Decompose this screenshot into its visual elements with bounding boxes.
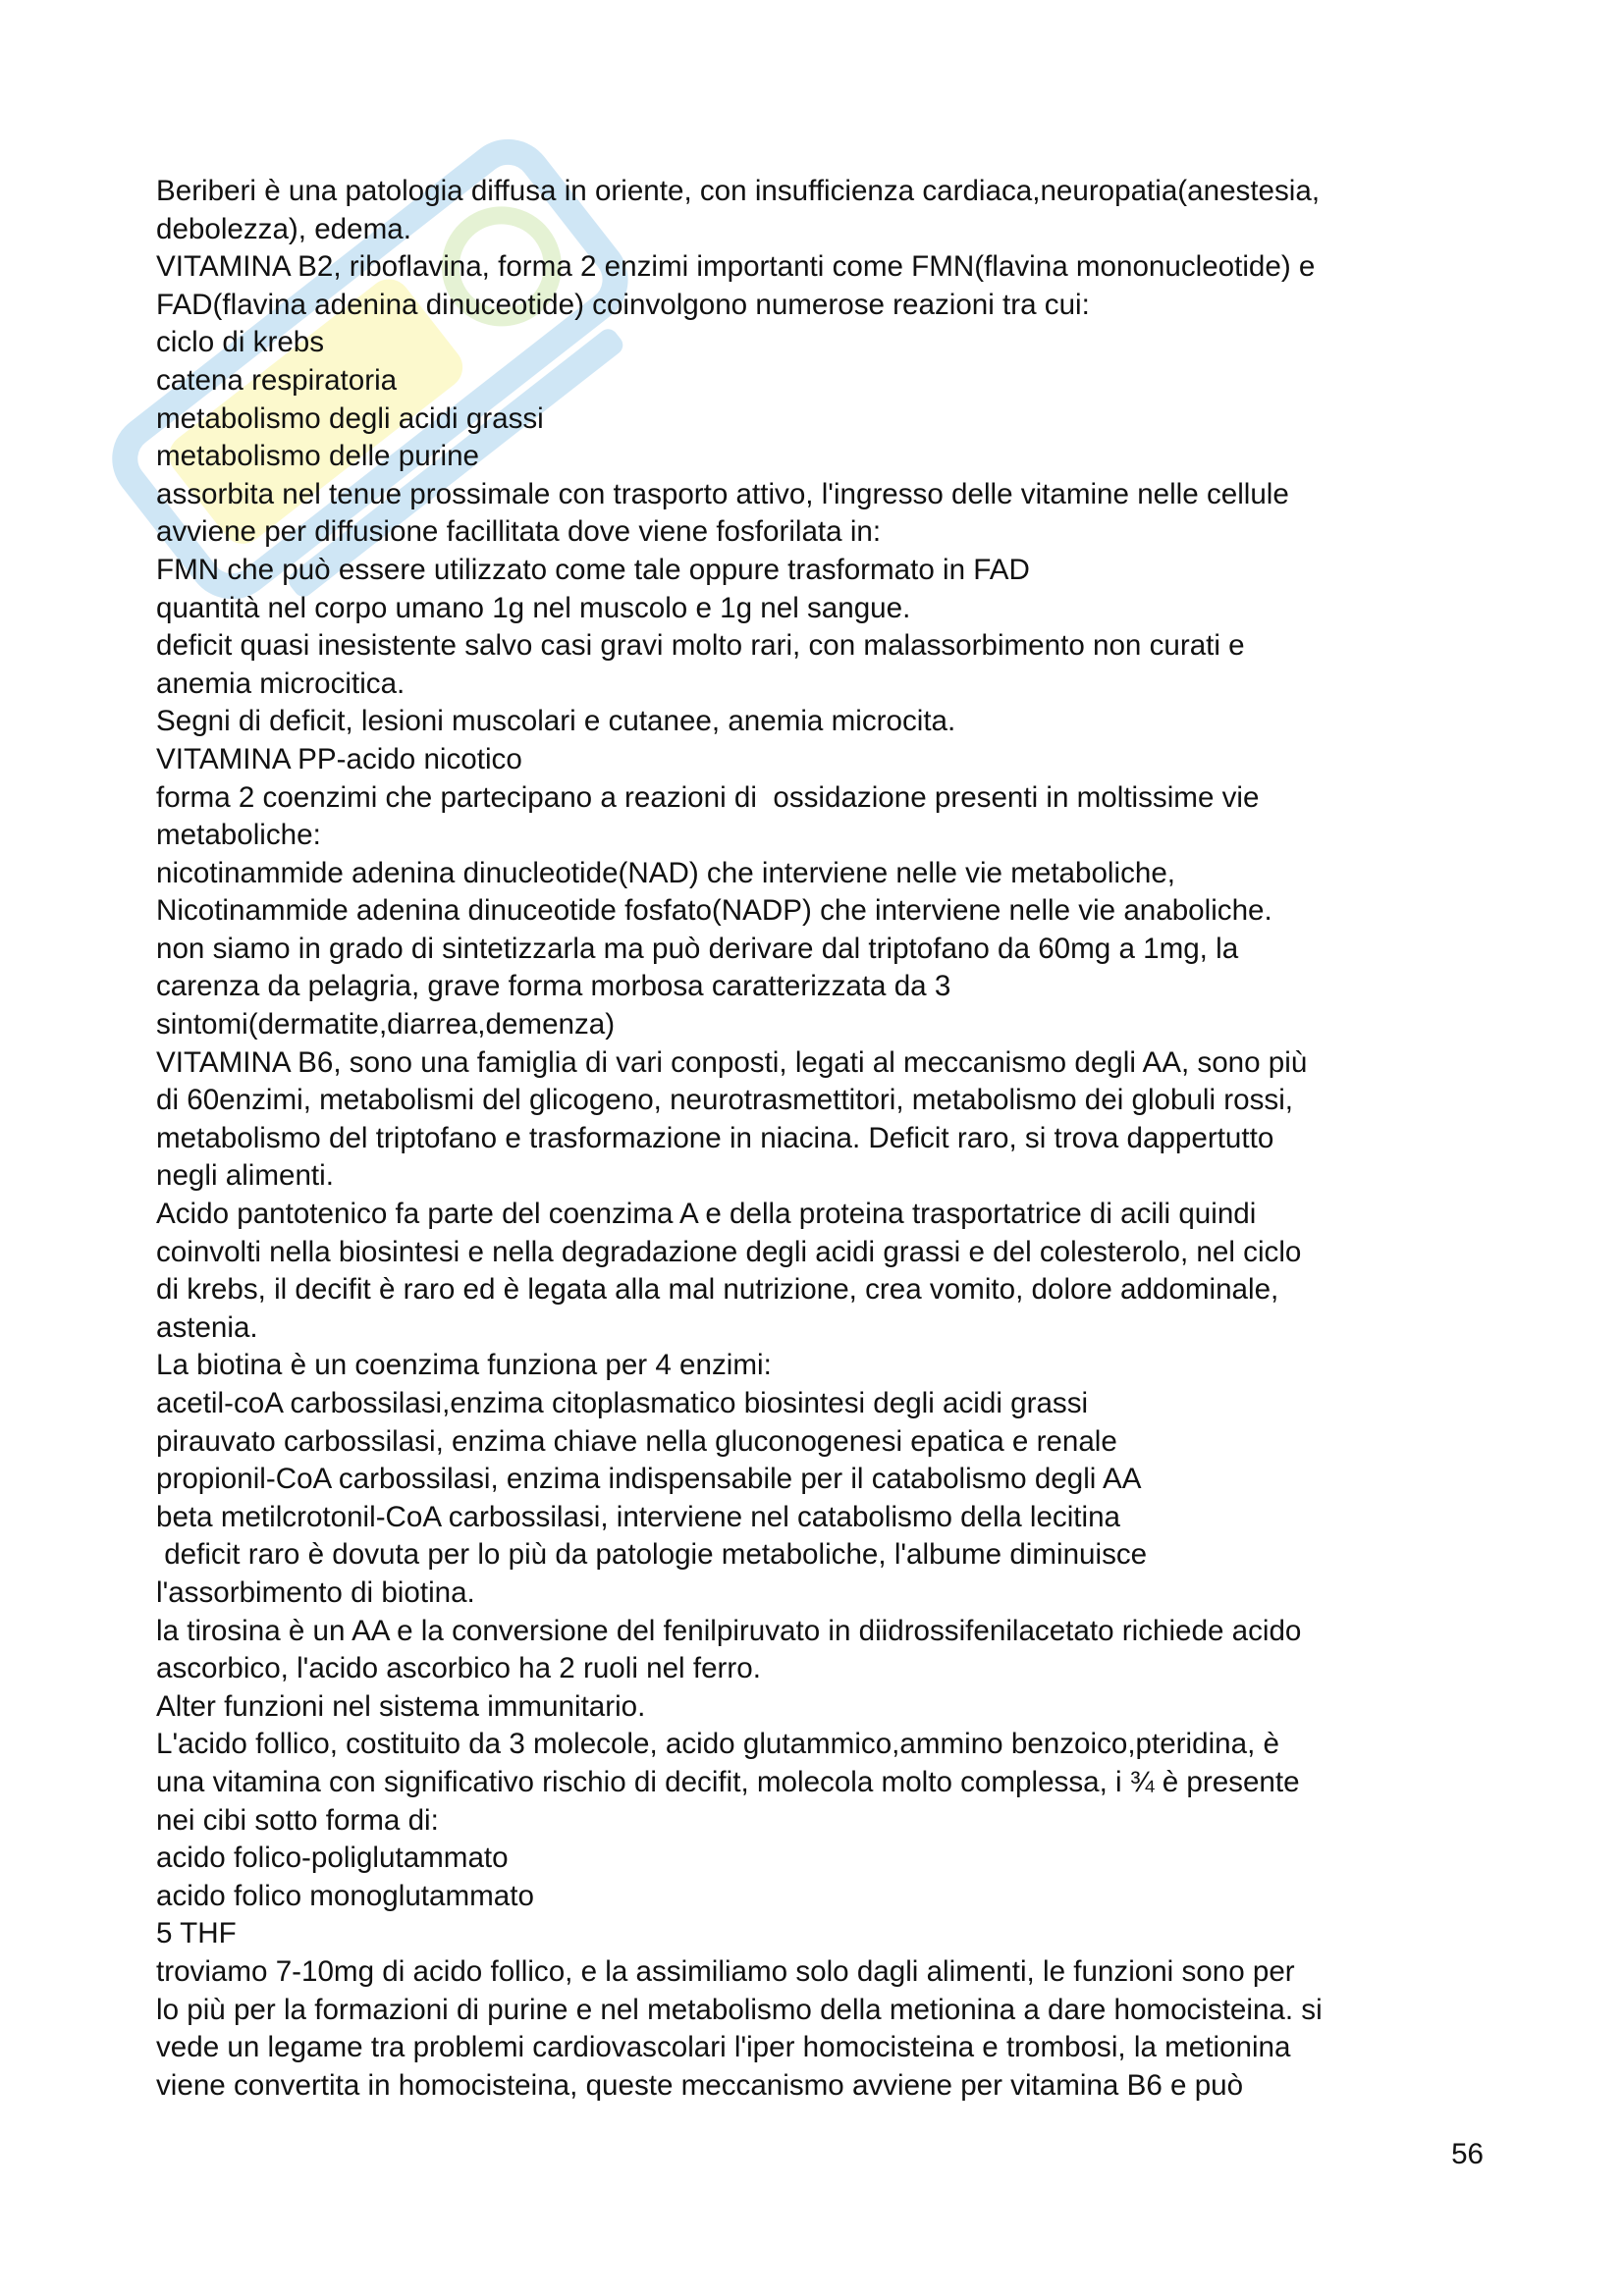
- text-line: 5 THF: [156, 1917, 237, 1950]
- text-line: VITAMINA B6, sono una famiglia di vari conposti, legati al meccanismo degli AA, sono più: [156, 1045, 1308, 1079]
- text-line: acido folico monoglutammato: [156, 1879, 534, 1912]
- text-line: FAD(flavina adenina dinuceotide) coinvolgono numerose reazioni tra cui:: [156, 288, 1090, 321]
- text-line: di krebs, il decifit è raro ed è legata alla mal nutrizione, crea vomito, dolore addominale,: [156, 1273, 1279, 1307]
- text-line: astenia.: [156, 1310, 258, 1344]
- text-line: acetil-coA carbossilasi,enzima citoplasmatico biosintesi degli acidi grassi: [156, 1387, 1089, 1419]
- text-line: troviamo 7-10mg di acido follico, e la assimiliamo solo dagli alimenti, le funzioni sono per: [156, 1954, 1295, 1988]
- text-line: FMN che può essere utilizzato come tale oppure trasformato in FAD: [156, 553, 1030, 586]
- text-line: sintomi(dermatite,diarrea,demenza): [156, 1008, 616, 1041]
- text-line: avviene per diffusione facillitata dove viene fosforilata in:: [156, 515, 882, 549]
- text-line: deficit raro è dovuta per lo più da patologie metaboliche, l'albume diminuisce: [156, 1538, 1148, 1572]
- text-line: viene convertita in homocisteina, queste meccanismo avviene per vitamina B6 e può: [156, 2068, 1244, 2102]
- text-line: catena respiratoria: [156, 363, 398, 397]
- text-line: lo più per la formazioni di purine e nel metabolismo della metionina a dare homocisteina. si: [156, 1993, 1323, 2026]
- page-number: 56: [1451, 2138, 1484, 2170]
- text-line: Segni di deficit, lesioni muscolari e cutanee, anemia microcita.: [156, 705, 956, 738]
- text-line: debolezza), edema.: [156, 212, 411, 245]
- text-line: L'acido follico, costituito da 3 molecole, acido glutammico,ammino benzoico,pteridina, è: [156, 1728, 1279, 1761]
- text-line: anemia microcitica.: [156, 667, 406, 700]
- text-line: metabolismo delle purine: [156, 440, 479, 473]
- text-line: La biotina è un coenzima funziona per 4 enzimi:: [156, 1349, 772, 1382]
- text-line: coinvolti nella biosintesi e nella degradazione degli acidi grassi e del colesterolo, nel ciclo: [156, 1235, 1302, 1268]
- document-body: [156, 173, 1491, 2105]
- text-line: assorbita nel tenue prossimale con trasporto attivo, l'ingresso delle vitamine nelle cellule: [156, 477, 1289, 510]
- text-line: una vitamina con significativo rischio di decifit, molecola molto complessa, i ¾ è presente: [156, 1765, 1300, 1798]
- text-line: carenza da pelagria, grave forma morbosa caratterizzata da 3: [156, 970, 951, 1003]
- text-line: l'assorbimento di biotina.: [156, 1575, 475, 1609]
- text-line: Alter funzioni nel sistema immunitario.: [156, 1689, 646, 1723]
- text-line: ascorbico, l'acido ascorbico ha 2 ruoli nel ferro.: [156, 1652, 761, 1685]
- text-line: negli alimenti.: [156, 1159, 334, 1193]
- text-line: metabolismo del triptofano e trasformazione in niacina. Deficit raro, si trova dappertutto: [156, 1121, 1274, 1154]
- text-line: VITAMINA PP-acido nicotico: [156, 742, 522, 775]
- text-line: di 60enzimi, metabolismi del glicogeno, neurotrasmettitori, metabolismo dei globuli rossi,: [156, 1084, 1293, 1117]
- text-line: pirauvato carbossilasi, enzima chiave nella gluconogenesi epatica e renale: [156, 1424, 1117, 1458]
- text-line: forma 2 coenzimi che partecipano a reazioni di ossidazione presenti in moltissime vie: [156, 780, 1260, 814]
- text-line: propionil-CoA carbossilasi, enzima indispensabile per il catabolismo degli AA: [156, 1463, 1142, 1496]
- text-line: acido folico-poliglutammato: [156, 1842, 509, 1875]
- text-line: nicotinammide adenina dinucleotide(NAD) che interviene nelle vie metaboliche,: [156, 856, 1176, 889]
- text-line: metabolismo degli acidi grassi: [156, 401, 544, 435]
- text-line: Acido pantotenico fa parte del coenzima A e della proteina trasportatrice di acili quindi: [156, 1198, 1257, 1231]
- text-line: nei cibi sotto forma di:: [156, 1803, 439, 1837]
- text-line: Nicotinammide adenina dinuceotide fosfato(NADP) che interviene nelle vie anaboliche.: [156, 894, 1272, 928]
- text-line: la tirosina è un AA e la conversione del fenilpiruvato in diidrossifenilacetato richiede acido: [156, 1614, 1302, 1647]
- text-line: non siamo in grado di sintetizzarla ma può derivare dal triptofano da 60mg a 1mg, la: [156, 932, 1239, 965]
- text-line: vede un legame tra problemi cardiovascolari l'iper homocisteina e trombosi, la metionina: [156, 2031, 1291, 2064]
- text-line: VITAMINA B2, riboflavina, forma 2 enzimi importanti come FMN(flavina mononucleotide) e: [156, 250, 1316, 284]
- text-line: ciclo di krebs: [156, 326, 325, 359]
- text-line: quantità nel corpo umano 1g nel muscolo e 1g nel sangue.: [156, 591, 911, 624]
- text-line: deficit quasi inesistente salvo casi gravi molto rari, con malassorbimento non curati e: [156, 629, 1245, 663]
- text-line: metaboliche:: [156, 819, 321, 852]
- text-line: Beriberi è una patologia diffusa in oriente, con insufficienza cardiaca,neuropatia(anestesia,: [156, 175, 1321, 207]
- text-line: beta metilcrotonil-CoA carbossilasi, interviene nel catabolismo della lecitina: [156, 1500, 1121, 1533]
